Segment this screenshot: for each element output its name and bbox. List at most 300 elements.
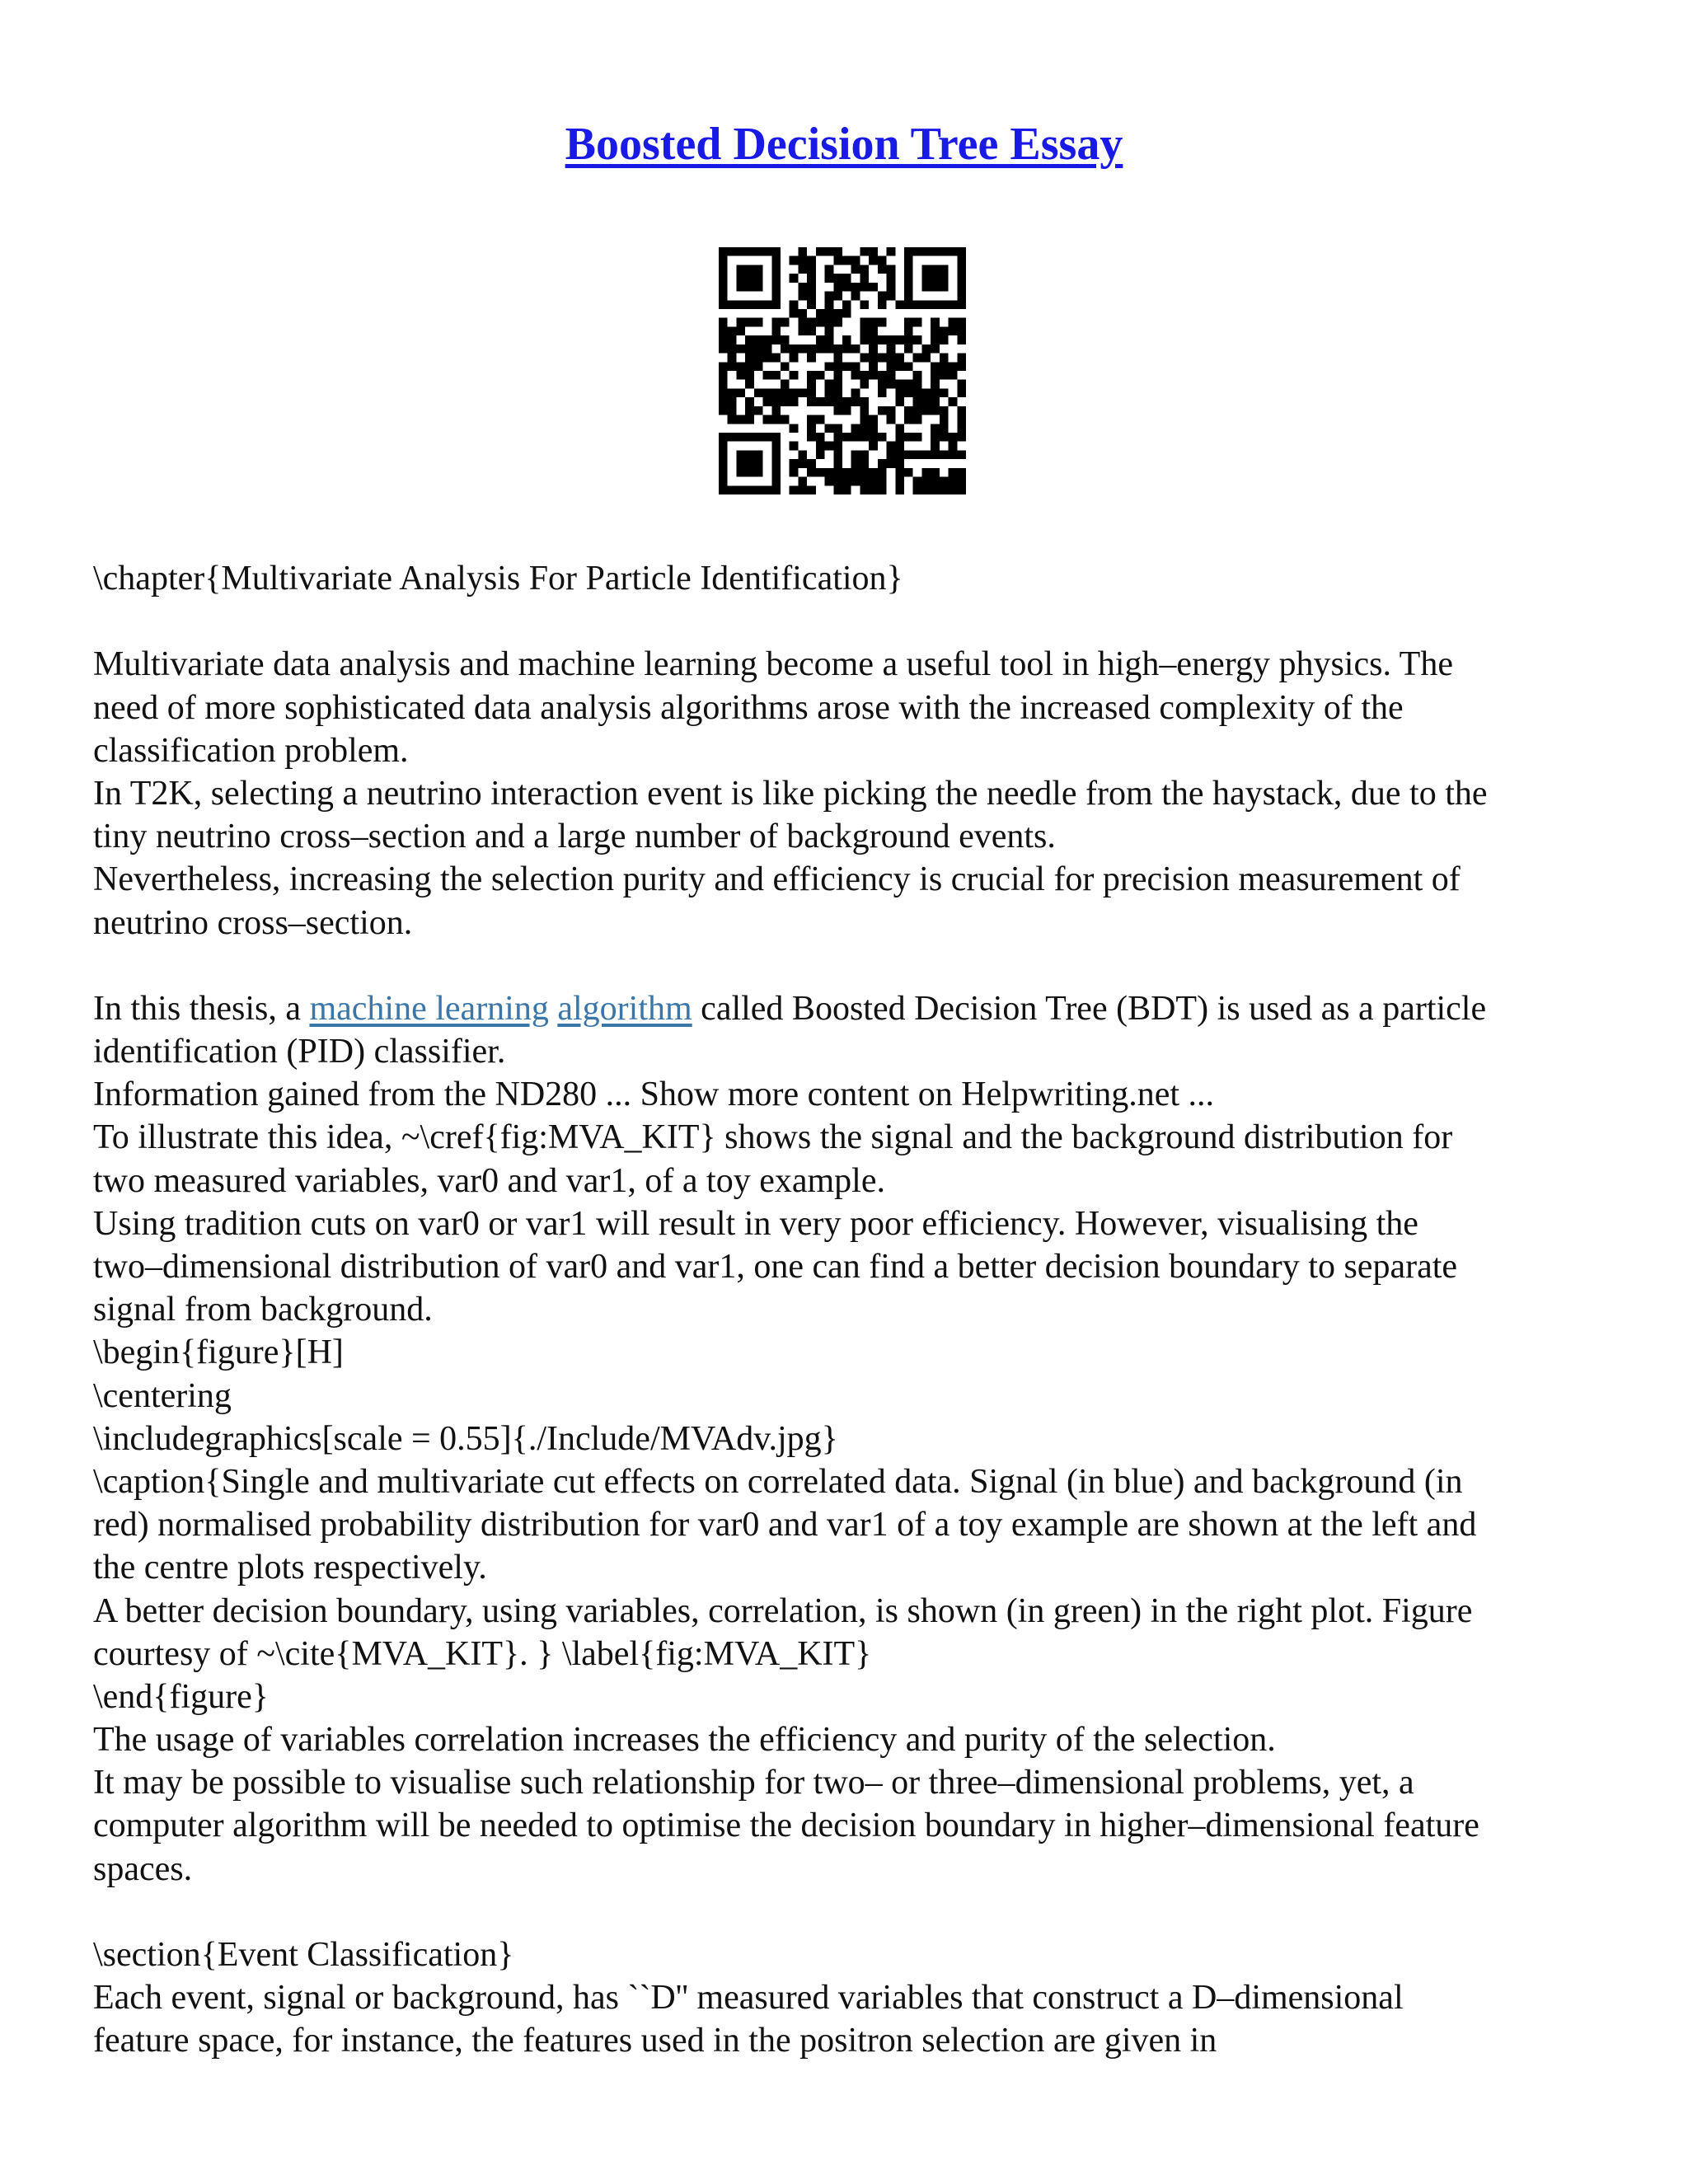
qr-module bbox=[745, 344, 754, 354]
text-line: the centre plots respectively. bbox=[93, 1549, 487, 1587]
qr-module bbox=[816, 442, 825, 451]
qr-module bbox=[798, 283, 807, 292]
qr-module bbox=[816, 318, 825, 327]
qr-module bbox=[807, 274, 816, 283]
qr-module bbox=[816, 415, 825, 424]
qr-module bbox=[754, 344, 763, 354]
qr-module bbox=[763, 344, 772, 354]
qr-module bbox=[736, 318, 745, 327]
qr-module bbox=[745, 318, 754, 327]
qr-module bbox=[869, 362, 878, 371]
qr-module bbox=[825, 265, 834, 274]
qr-module bbox=[878, 459, 887, 468]
qr-module bbox=[763, 388, 772, 397]
qr-module bbox=[878, 406, 887, 415]
qr-module bbox=[842, 468, 851, 477]
qr-module bbox=[913, 354, 922, 363]
qr-module bbox=[931, 388, 940, 397]
qr-module bbox=[790, 424, 799, 433]
qr-module bbox=[798, 256, 807, 265]
qr-code-icon bbox=[719, 247, 966, 494]
qr-module bbox=[719, 485, 728, 494]
qr-module bbox=[728, 300, 737, 309]
qr-module bbox=[833, 247, 842, 256]
qr-module bbox=[887, 265, 896, 274]
qr-module bbox=[895, 468, 904, 477]
text-line: red) normalised probability distribution for var0 and var1 of a toy example are shown at the left and bbox=[93, 1506, 1477, 1544]
qr-module bbox=[736, 450, 745, 459]
qr-module bbox=[754, 354, 763, 363]
qr-module bbox=[728, 335, 737, 344]
text-line: \centering bbox=[93, 1376, 232, 1415]
qr-module bbox=[816, 309, 825, 318]
qr-module bbox=[921, 274, 931, 283]
qr-module bbox=[833, 433, 842, 442]
qr-module bbox=[921, 344, 931, 354]
qr-module bbox=[736, 300, 745, 309]
text-line: Using tradition cuts on var0 or var1 will result in very poor efficiency. However, visualising the bbox=[93, 1204, 1418, 1243]
qr-module bbox=[763, 300, 772, 309]
qr-module bbox=[940, 477, 949, 486]
text-line: computer algorithm will be needed to optimise the decision boundary in higher–dimensional feature bbox=[93, 1807, 1479, 1845]
qr-module bbox=[940, 283, 949, 292]
qr-module bbox=[745, 406, 754, 415]
qr-module bbox=[895, 397, 904, 406]
qr-module bbox=[957, 274, 966, 283]
qr-module bbox=[913, 335, 922, 344]
qr-module bbox=[771, 265, 781, 274]
qr-module bbox=[816, 371, 825, 380]
qr-module bbox=[931, 477, 940, 486]
qr-module bbox=[763, 433, 772, 442]
qr-module bbox=[728, 388, 737, 397]
qr-module bbox=[940, 485, 949, 494]
qr-module bbox=[957, 485, 966, 494]
qr-module bbox=[931, 424, 940, 433]
qr-module bbox=[825, 362, 834, 371]
qr-module bbox=[904, 300, 913, 309]
qr-module bbox=[771, 433, 781, 442]
qr-module bbox=[745, 335, 754, 344]
text-line: To illustrate this idea, ~\cref{fig:MVA_KIT} shows the signal and the background distribution for bbox=[93, 1118, 1453, 1157]
qr-module bbox=[851, 265, 860, 274]
qr-module bbox=[921, 354, 931, 363]
qr-module bbox=[913, 318, 922, 327]
qr-module bbox=[895, 300, 904, 309]
qr-module bbox=[931, 335, 940, 344]
qr-module bbox=[798, 265, 807, 274]
qr-module bbox=[940, 274, 949, 283]
qr-module bbox=[771, 459, 781, 468]
qr-module bbox=[878, 371, 887, 380]
qr-module bbox=[860, 354, 869, 363]
qr-module bbox=[869, 371, 878, 380]
qr-module bbox=[949, 362, 958, 371]
qr-module bbox=[807, 292, 816, 301]
qr-module bbox=[851, 292, 860, 301]
algorithm-link[interactable]: algorithm bbox=[557, 989, 692, 1028]
qr-module bbox=[807, 424, 816, 433]
qr-module bbox=[904, 326, 913, 335]
text-line: It may be possible to visualise such relationship for two– or three–dimensional problems, yet, a bbox=[93, 1764, 1414, 1802]
qr-module bbox=[860, 485, 869, 494]
qr-module bbox=[842, 397, 851, 406]
qr-module bbox=[904, 406, 913, 415]
qr-module bbox=[895, 459, 904, 468]
qr-module bbox=[790, 459, 799, 468]
qr-module bbox=[728, 247, 737, 256]
qr-module bbox=[878, 388, 887, 397]
qr-module bbox=[825, 397, 834, 406]
qr-module bbox=[904, 433, 913, 442]
text-line: need of more sophisticated data analysis algorithms arose with the increased complexity of the bbox=[93, 688, 1404, 727]
qr-module bbox=[790, 388, 799, 397]
qr-module bbox=[763, 247, 772, 256]
qr-module bbox=[771, 292, 781, 301]
qr-module bbox=[798, 318, 807, 327]
qr-module bbox=[745, 371, 754, 380]
qr-module bbox=[816, 468, 825, 477]
qr-module bbox=[895, 335, 904, 344]
qr-module bbox=[763, 371, 772, 380]
qr-module bbox=[807, 318, 816, 327]
qr-module bbox=[798, 344, 807, 354]
qr-module bbox=[842, 274, 851, 283]
qr-module bbox=[913, 477, 922, 486]
qr-module bbox=[869, 256, 878, 265]
qr-module bbox=[771, 468, 781, 477]
qr-module bbox=[878, 354, 887, 363]
qr-module bbox=[825, 424, 834, 433]
qr-module bbox=[842, 283, 851, 292]
qr-module bbox=[807, 265, 816, 274]
qr-module bbox=[833, 388, 842, 397]
qr-module bbox=[940, 450, 949, 459]
qr-module bbox=[957, 362, 966, 371]
qr-module bbox=[949, 468, 958, 477]
qr-module bbox=[754, 265, 763, 274]
qr-module bbox=[807, 397, 816, 406]
qr-module bbox=[904, 468, 913, 477]
qr-module bbox=[887, 247, 896, 256]
qr-module bbox=[940, 265, 949, 274]
qr-module bbox=[860, 459, 869, 468]
qr-module bbox=[833, 292, 842, 301]
qr-module bbox=[825, 388, 834, 397]
qr-module bbox=[842, 300, 851, 309]
qr-module bbox=[860, 415, 869, 424]
qr-module bbox=[763, 415, 772, 424]
qr-module bbox=[754, 362, 763, 371]
qr-module bbox=[728, 354, 737, 363]
qr-module bbox=[833, 450, 842, 459]
qr-module bbox=[771, 300, 781, 309]
qr-module bbox=[771, 415, 781, 424]
qr-module bbox=[736, 274, 745, 283]
qr-module bbox=[719, 380, 728, 389]
qr-module bbox=[736, 485, 745, 494]
qr-module bbox=[878, 318, 887, 327]
text-line: classification problem. bbox=[93, 731, 409, 770]
qr-module bbox=[949, 442, 958, 451]
qr-module bbox=[798, 388, 807, 397]
qr-module bbox=[754, 300, 763, 309]
qr-module bbox=[825, 477, 834, 486]
qr-module bbox=[869, 468, 878, 477]
text-line: In T2K, selecting a neutrino interaction event is like picking the needle from the haystack, due to the bbox=[93, 774, 1488, 813]
text-line: \end{figure} bbox=[93, 1677, 269, 1716]
qr-module bbox=[736, 265, 745, 274]
qr-module bbox=[931, 362, 940, 371]
qr-module bbox=[825, 442, 834, 451]
qr-module bbox=[860, 335, 869, 344]
qr-module bbox=[957, 300, 966, 309]
text-line: Information gained from the ND280 ... Show more content on Helpwriting.net ... bbox=[93, 1076, 1215, 1114]
text-line: A better decision boundary, using variables, correlation, is shown (in green) in the right plot. Figure bbox=[93, 1591, 1473, 1630]
qr-module bbox=[851, 371, 860, 380]
qr-module bbox=[931, 406, 940, 415]
qr-module bbox=[949, 485, 958, 494]
qr-module bbox=[921, 300, 931, 309]
qr-module bbox=[736, 371, 745, 380]
qr-module bbox=[860, 247, 869, 256]
qr-module bbox=[754, 247, 763, 256]
text-line: spaces. bbox=[93, 1849, 193, 1888]
qr-module bbox=[816, 397, 825, 406]
qr-module bbox=[931, 450, 940, 459]
qr-module bbox=[895, 388, 904, 397]
paragraph-gap bbox=[93, 600, 1601, 643]
qr-module bbox=[781, 362, 790, 371]
qr-module bbox=[745, 300, 754, 309]
qr-module bbox=[833, 318, 842, 327]
qr-module bbox=[869, 247, 878, 256]
qr-module bbox=[754, 318, 763, 327]
qr-module bbox=[745, 485, 754, 494]
section-heading: \section{Event Classification} bbox=[93, 1936, 514, 1974]
qr-module bbox=[913, 247, 922, 256]
qr-module bbox=[754, 485, 763, 494]
text-line: identification (PID) classifier. bbox=[93, 1033, 506, 1071]
qr-module bbox=[921, 468, 931, 477]
qr-module bbox=[825, 380, 834, 389]
qr-module bbox=[719, 442, 728, 451]
qr-module bbox=[754, 283, 763, 292]
qr-module bbox=[781, 388, 790, 397]
qr-module bbox=[957, 326, 966, 335]
qr-module bbox=[957, 354, 966, 363]
qr-module bbox=[957, 424, 966, 433]
qr-module bbox=[842, 335, 851, 344]
qr-module bbox=[790, 468, 799, 477]
qr-module bbox=[736, 415, 745, 424]
qr-module bbox=[771, 450, 781, 459]
qr-module bbox=[895, 380, 904, 389]
qr-module bbox=[931, 265, 940, 274]
qr-module bbox=[719, 335, 728, 344]
qr-module bbox=[833, 477, 842, 486]
qr-module bbox=[931, 318, 940, 327]
qr-module bbox=[913, 450, 922, 459]
qr-module bbox=[745, 362, 754, 371]
machine-learning-link[interactable]: machine learning bbox=[309, 989, 549, 1028]
qr-module bbox=[940, 433, 949, 442]
qr-module bbox=[798, 450, 807, 459]
qr-module bbox=[957, 450, 966, 459]
qr-module bbox=[790, 300, 799, 309]
qr-module bbox=[745, 265, 754, 274]
qr-module bbox=[833, 354, 842, 363]
qr-module bbox=[860, 380, 869, 389]
qr-module bbox=[895, 485, 904, 494]
qr-module bbox=[904, 274, 913, 283]
qr-module bbox=[887, 354, 896, 363]
qr-module bbox=[887, 442, 896, 451]
qr-module bbox=[887, 371, 896, 380]
qr-module bbox=[728, 344, 737, 354]
qr-module bbox=[851, 450, 860, 459]
qr-module bbox=[851, 424, 860, 433]
qr-module bbox=[745, 450, 754, 459]
qr-module bbox=[904, 256, 913, 265]
qr-module bbox=[957, 247, 966, 256]
qr-module bbox=[887, 380, 896, 389]
qr-module bbox=[931, 326, 940, 335]
qr-module bbox=[719, 468, 728, 477]
qr-module bbox=[825, 468, 834, 477]
qr-module bbox=[878, 485, 887, 494]
qr-module bbox=[833, 309, 842, 318]
qr-module bbox=[949, 247, 958, 256]
qr-module bbox=[913, 415, 922, 424]
qr-module bbox=[869, 326, 878, 335]
qr-module bbox=[878, 256, 887, 265]
qr-module bbox=[833, 256, 842, 265]
qr-module bbox=[825, 247, 834, 256]
qr-module bbox=[842, 256, 851, 265]
qr-module bbox=[771, 335, 781, 344]
qr-module bbox=[931, 344, 940, 354]
qr-module bbox=[754, 459, 763, 468]
qr-module bbox=[931, 468, 940, 477]
qr-module bbox=[913, 485, 922, 494]
qr-module bbox=[878, 265, 887, 274]
qr-module bbox=[719, 265, 728, 274]
qr-module bbox=[913, 388, 922, 397]
qr-module bbox=[736, 433, 745, 442]
qr-module bbox=[728, 406, 737, 415]
qr-module bbox=[878, 292, 887, 301]
qr-module bbox=[754, 406, 763, 415]
qr-module bbox=[771, 354, 781, 363]
qr-module bbox=[940, 371, 949, 380]
qr-module bbox=[931, 274, 940, 283]
qr-module bbox=[869, 433, 878, 442]
qr-module bbox=[887, 283, 896, 292]
qr-module bbox=[807, 344, 816, 354]
text-fragment: called Boosted Decision Tree (BDT) is used as a particle bbox=[692, 989, 1487, 1028]
qr-module bbox=[851, 433, 860, 442]
qr-module bbox=[763, 335, 772, 344]
qr-module bbox=[860, 326, 869, 335]
qr-module bbox=[860, 274, 869, 283]
text-line: tiny neutrino cross–section and a large number of background events. bbox=[93, 818, 1056, 856]
qr-module bbox=[781, 344, 790, 354]
qr-module bbox=[745, 468, 754, 477]
qr-module bbox=[807, 380, 816, 389]
qr-module bbox=[887, 362, 896, 371]
qr-module bbox=[833, 485, 842, 494]
qr-module bbox=[921, 388, 931, 397]
qr-module bbox=[869, 283, 878, 292]
qr-module bbox=[895, 477, 904, 486]
qr-module bbox=[833, 362, 842, 371]
qr-module bbox=[921, 406, 931, 415]
qr-module bbox=[957, 265, 966, 274]
qr-module bbox=[957, 477, 966, 486]
qr-module bbox=[895, 433, 904, 442]
text-line: Multivariate data analysis and machine learning become a useful tool in high–energy physics. The bbox=[93, 645, 1453, 684]
qr-module bbox=[878, 300, 887, 309]
qr-module bbox=[719, 388, 728, 397]
qr-module bbox=[807, 468, 816, 477]
qr-module bbox=[860, 433, 869, 442]
qr-module bbox=[869, 354, 878, 363]
qr-module bbox=[816, 335, 825, 344]
qr-module bbox=[745, 459, 754, 468]
qr-module bbox=[931, 371, 940, 380]
qr-module bbox=[833, 371, 842, 380]
qr-module bbox=[860, 397, 869, 406]
qr-module bbox=[781, 318, 790, 327]
qr-module bbox=[798, 485, 807, 494]
qr-module bbox=[860, 468, 869, 477]
qr-module bbox=[940, 300, 949, 309]
title-link[interactable]: Boosted Decision Tree Essay bbox=[565, 119, 1123, 170]
qr-module bbox=[860, 318, 869, 327]
qr-module bbox=[816, 433, 825, 442]
qr-module bbox=[957, 380, 966, 389]
qr-module bbox=[807, 388, 816, 397]
qr-module bbox=[754, 274, 763, 283]
qr-module bbox=[719, 371, 728, 380]
qr-module bbox=[763, 485, 772, 494]
qr-module bbox=[887, 450, 896, 459]
text-line-with-links bbox=[93, 987, 1601, 1030]
paragraph-gap bbox=[93, 1891, 1601, 1933]
qr-module bbox=[825, 300, 834, 309]
qr-module bbox=[798, 326, 807, 335]
text-line: Each event, signal or background, has ``D'' measured variables that construct a D–dimensional bbox=[93, 1979, 1404, 2018]
qr-module bbox=[949, 318, 958, 327]
qr-module bbox=[860, 371, 869, 380]
qr-module bbox=[913, 397, 922, 406]
qr-module bbox=[790, 354, 799, 363]
qr-module bbox=[719, 406, 728, 415]
qr-module bbox=[869, 335, 878, 344]
qr-module bbox=[921, 450, 931, 459]
qr-module bbox=[940, 354, 949, 363]
qr-module bbox=[904, 388, 913, 397]
qr-module bbox=[745, 397, 754, 406]
qr-module bbox=[842, 309, 851, 318]
qr-module bbox=[745, 415, 754, 424]
qr-module bbox=[728, 326, 737, 335]
qr-module bbox=[798, 477, 807, 486]
qr-module bbox=[728, 415, 737, 424]
qr-module bbox=[921, 265, 931, 274]
qr-module bbox=[949, 450, 958, 459]
